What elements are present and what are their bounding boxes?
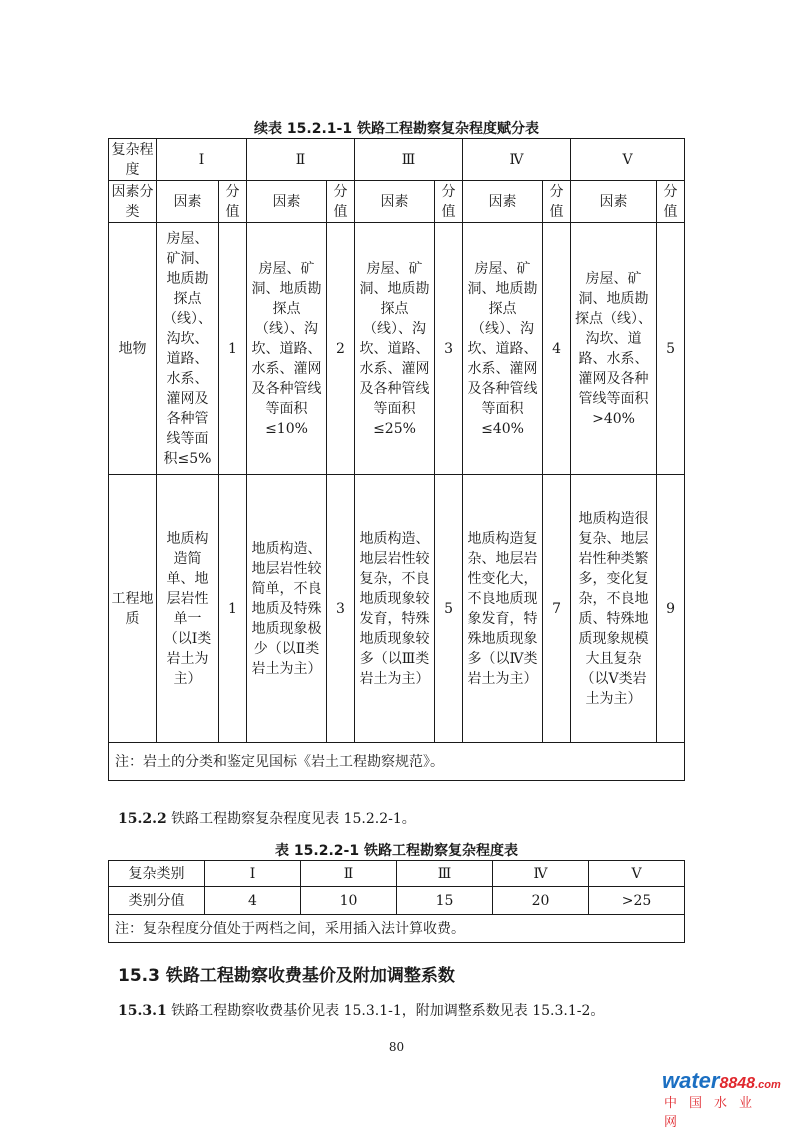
factor-header: 因素 <box>571 181 657 223</box>
watermark-number: 8848 <box>719 1075 756 1092</box>
level-header: Ⅳ <box>463 139 571 181</box>
factor-cell: 房屋、矿洞、地质勘探点（线）、沟坎、道路、水系、灌网及各种管线等面积≤40% <box>463 223 543 475</box>
category-cell: 工程地质 <box>109 475 157 743</box>
table1-note: 注：岩土的分类和鉴定见国标《岩土工程勘察规范》。 <box>109 743 685 781</box>
header-cell: Ⅳ <box>493 861 589 887</box>
clause-number: 15.2.2 <box>118 811 167 827</box>
value-cell: 10 <box>301 887 397 915</box>
clause-text: 铁路工程勘察收费基价见表 15.3.1-1，附加调整系数见表 15.3.1-2。 <box>166 1003 605 1019</box>
value-cell: 15 <box>397 887 493 915</box>
factor-cell: 房屋、矿洞、地质勘探点（线）、沟坎、道路、水系、灌网及各种管线等面积≤25% <box>355 223 435 475</box>
factor-cell: 地质构造、地层岩性较简单，不良地质及特殊地质现象极少（以Ⅱ类岩土为主） <box>247 475 327 743</box>
header-cell: Ⅰ <box>205 861 301 887</box>
watermark-suffix: .com <box>755 1079 781 1091</box>
factor-cell: 地质构造很复杂、地层岩性种类繁多，变化复杂，不良地质、特殊地质现象规模大且复杂（以Ⅴ类岩土为主） <box>571 475 657 743</box>
page-number: 80 <box>388 1040 405 1054</box>
header-cell: 复杂类别 <box>109 861 205 887</box>
factor-header: 因素 <box>247 181 327 223</box>
score-header: 分值 <box>657 181 685 223</box>
score-cell: 5 <box>657 223 685 475</box>
score-cell: 4 <box>543 223 571 475</box>
level-header: Ⅱ <box>247 139 355 181</box>
watermark-cn: 中国水业网 <box>664 1096 765 1130</box>
paragraph-15-2-2 <box>118 808 416 828</box>
score-cell: 1 <box>219 223 247 475</box>
header-cell: Ⅲ <box>397 861 493 887</box>
score-cell: 1 <box>219 475 247 743</box>
value-cell: 20 <box>493 887 589 915</box>
value-cell: >25 <box>589 887 685 915</box>
table-row <box>109 861 685 887</box>
factor-cell: 房屋、矿洞、地质勘探点（线）、沟坎、道路、水系、灌网及各种管线等面积≤10% <box>247 223 327 475</box>
factor-cell: 房屋、矿洞、地质勘探点（线）、沟坎、道路、水系、灌网及各种管线等面积≤5% <box>157 223 219 475</box>
factor-cell: 地质构造简单、地层岩性单一（以Ⅰ类岩土为主） <box>157 475 219 743</box>
score-header: 分值 <box>219 181 247 223</box>
score-cell: 3 <box>435 223 463 475</box>
table-row <box>109 223 685 475</box>
factor-header: 因素 <box>463 181 543 223</box>
clause-number: 15.3.1 <box>118 1003 167 1019</box>
table2-caption: 表 15.2.2-1 铁路工程勘察复杂程度表 <box>275 843 518 859</box>
level-header: Ⅴ <box>571 139 685 181</box>
score-cell: 7 <box>543 475 571 743</box>
level-header: Ⅲ <box>355 139 463 181</box>
table1-caption: 续表 15.2.1-1 铁路工程勘察复杂程度赋分表 <box>254 121 539 137</box>
score-header: 分值 <box>543 181 571 223</box>
corner-bottom-cell: 因素分类 <box>109 181 157 223</box>
score-cell: 2 <box>327 223 355 475</box>
table2-note: 注：复杂程度分值处于两档之间，采用插入法计算收费。 <box>109 915 685 943</box>
watermark-brand-text: water <box>662 1068 720 1093</box>
factor-cell: 房屋、矿洞、地质勘探点（线）、沟坎、道路、水系、灌网及各种管线等面积>40% <box>571 223 657 475</box>
factor-header: 因素 <box>157 181 219 223</box>
watermark-brand <box>662 1068 788 1094</box>
score-cell: 3 <box>327 475 355 743</box>
value-cell: 4 <box>205 887 301 915</box>
corner-top-cell: 复杂程度 <box>109 139 157 181</box>
category-cell: 地物 <box>109 223 157 475</box>
value-cell: 类别分值 <box>109 887 205 915</box>
level-header: Ⅰ <box>157 139 247 181</box>
score-cell: 9 <box>657 475 685 743</box>
table-row <box>109 475 685 743</box>
factor-cell: 地质构造复杂、地层岩性变化大，不良地质现象发育，特殊地质现象多（以Ⅳ类岩土为主） <box>463 475 543 743</box>
complexity-score-table <box>108 138 685 781</box>
factor-cell: 地质构造、地层岩性较复杂，不良地质现象较发育，特殊地质现象较多（以Ⅲ类岩土为主） <box>355 475 435 743</box>
section-heading: 15.3 铁路工程勘察收费基价及附加调整系数 <box>118 966 455 986</box>
score-header: 分值 <box>435 181 463 223</box>
factor-header: 因素 <box>355 181 435 223</box>
header-cell: Ⅴ <box>589 861 685 887</box>
score-cell: 5 <box>435 475 463 743</box>
clause-text: 铁路工程勘察复杂程度见表 15.2.2-1。 <box>166 811 416 827</box>
table-row <box>109 887 685 915</box>
paragraph-15-3-1 <box>118 1000 604 1020</box>
header-cell: Ⅱ <box>301 861 397 887</box>
complexity-category-table <box>108 860 685 943</box>
score-header: 分值 <box>327 181 355 223</box>
